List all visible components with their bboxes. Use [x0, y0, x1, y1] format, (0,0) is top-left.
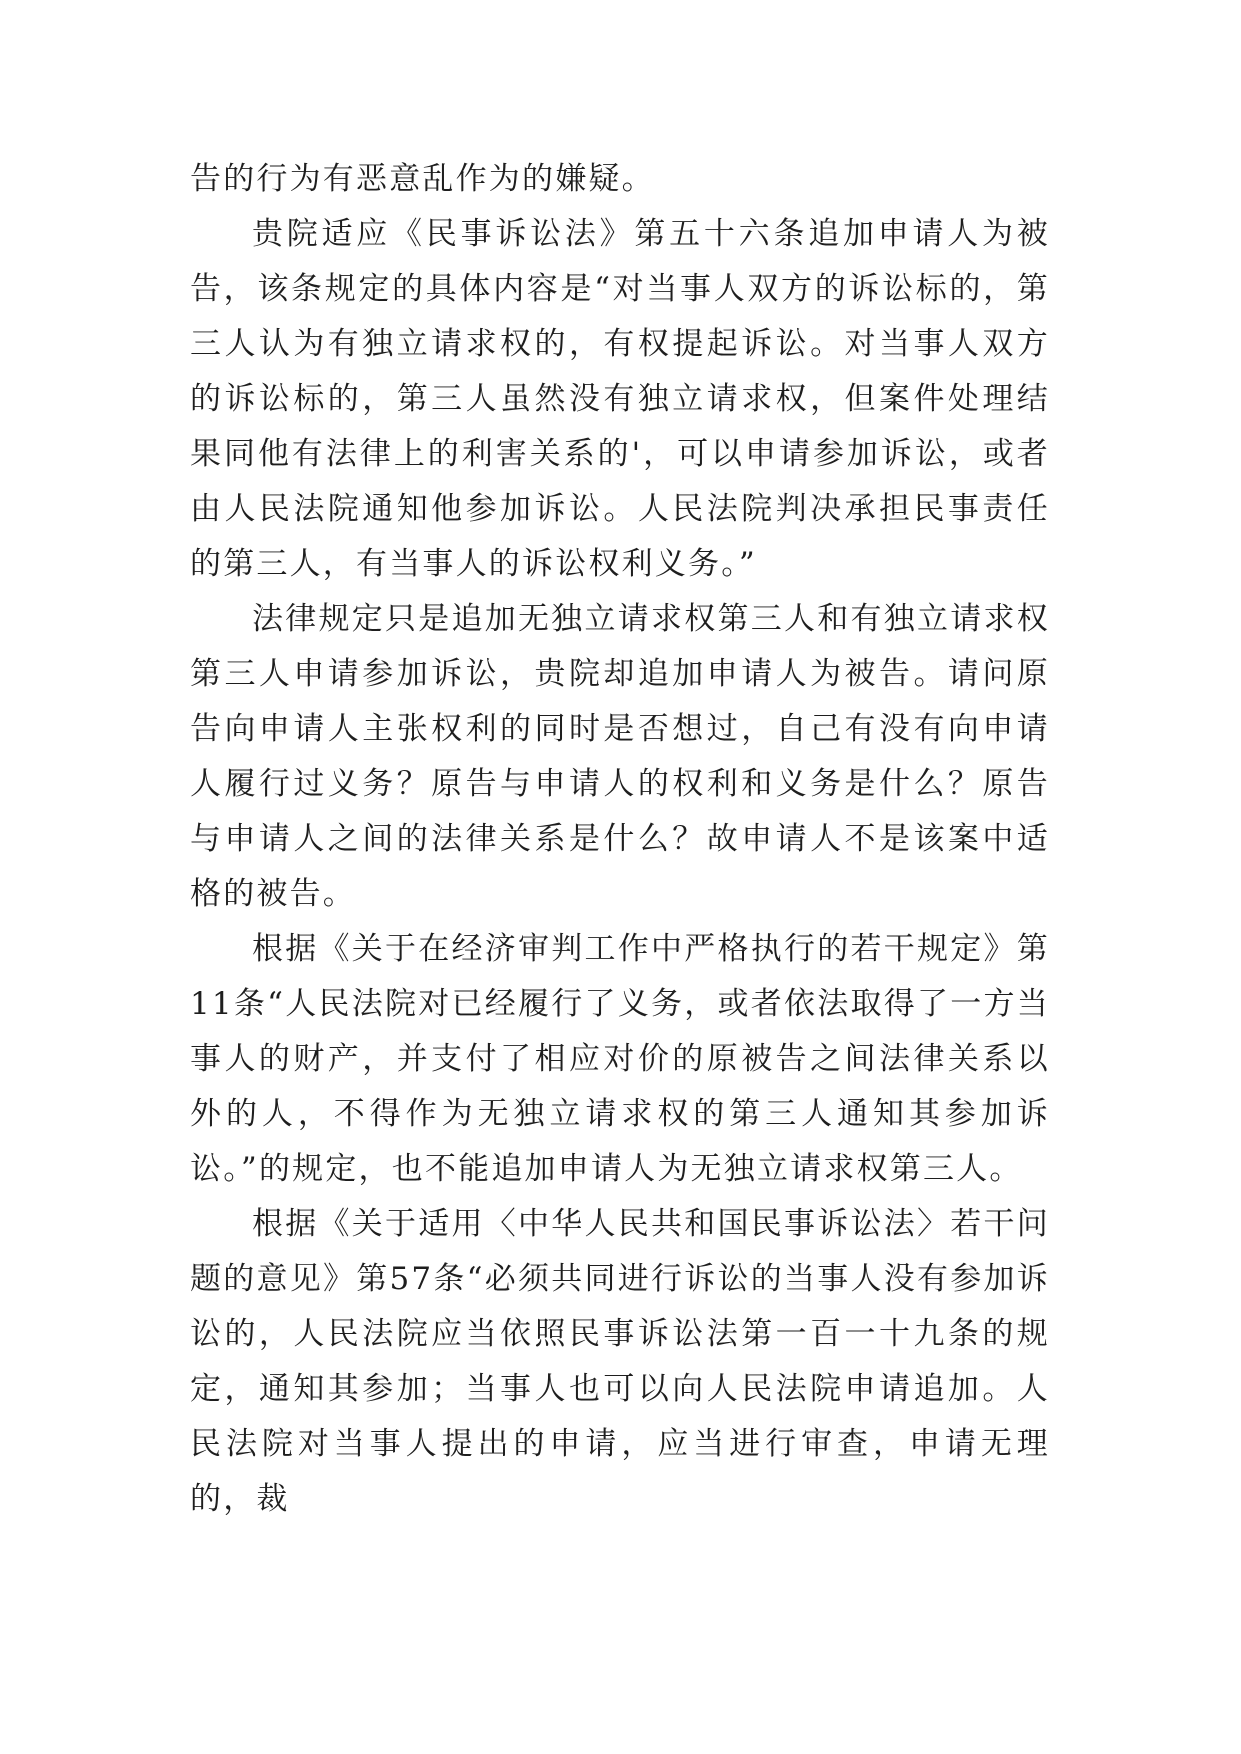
document-body: [190, 152, 1050, 1527]
paragraph: 法律规定只是追加无独立请求权第三人和有独立请求权第三人申请参加诉讼，贵院却追加申请人为被告。请问原告向申请人主张权利的同时是否想过，自己有没有向申请人履行过义务？原告与申请人的权利和义务是什么？原告与申请人之间的法律关系是什么？故申请人不是该案中适格的被告。: [190, 601, 1050, 912]
paragraph-continuation: 告的行为有恶意乱作为的嫌疑。: [190, 161, 655, 197]
paragraph: 贵院适应《民事诉讼法》第五十六条追加申请人为被告，该条规定的具体内容是“对当事人双方的诉讼标的，第三人认为有独立请求权的，有权提起诉讼。对当事人双方的诉讼标的，第三人虽然没有独立请求权，但案件处理结果同他有法律上的利害关系的'，可以申请参加诉讼，或者由人民法院通知他参加诉讼。人民法院判决承担民事责任的第三人，有当事人的诉讼权利义务。”: [190, 216, 1050, 582]
paragraph: 根据《关于适用〈中华人民共和国民事诉讼法〉若干问题的意见》第57条“必须共同进行诉讼的当事人没有参加诉讼的，人民法院应当依照民事诉讼法第一百一十九条的规定，通知其参加；当事人也可以向人民法院申请追加。人民法院对当事人提出的申请，应当进行审查，申请无理的，裁: [190, 1206, 1050, 1517]
paragraph: 根据《关于在经济审判工作中严格执行的若干规定》第11条“人民法院对已经履行了义务，或者依法取得了一方当事人的财产，并支付了相应对价的原被告之间法律关系以外的人，不得作为无独立请求权的第三人通知其参加诉讼。”的规定，也不能追加申请人为无独立请求权第三人。: [190, 931, 1050, 1187]
